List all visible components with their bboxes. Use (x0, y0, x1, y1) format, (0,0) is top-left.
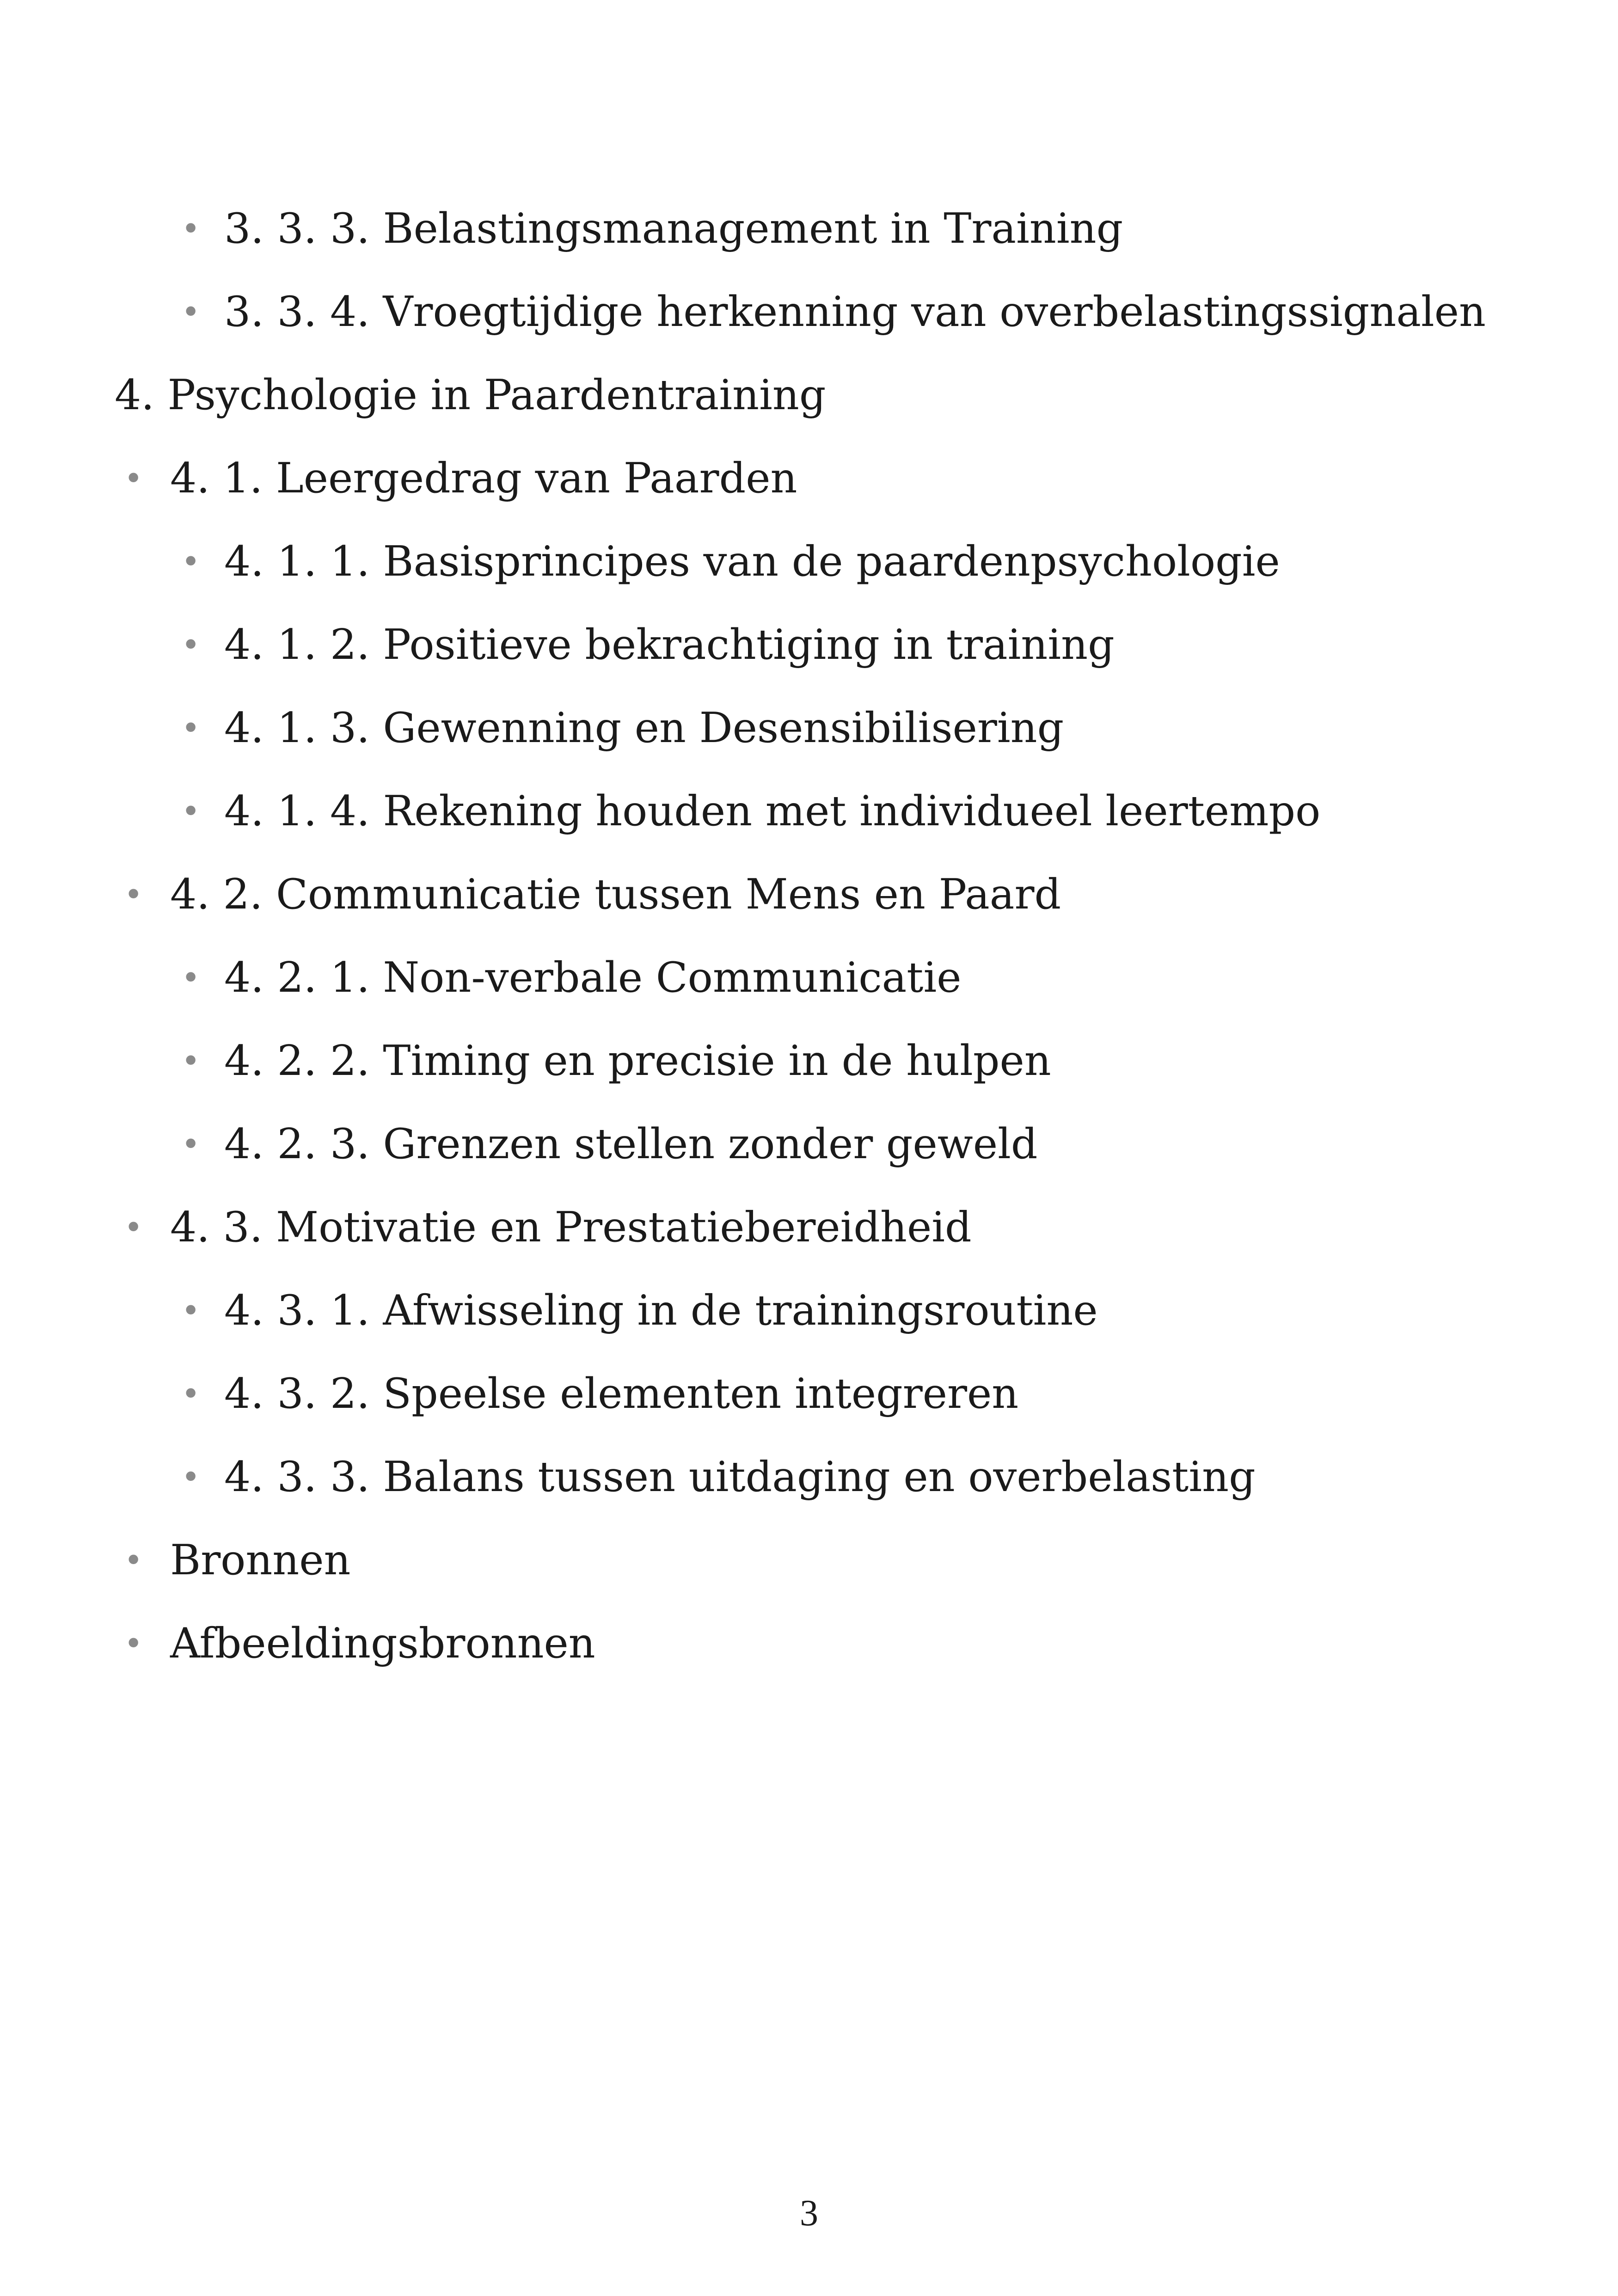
toc-section-label: Bronnen (170, 1536, 351, 1584)
toc-item[interactable] (0, 1436, 1618, 1519)
bullet-icon: • (181, 709, 201, 747)
bullet-icon: • (124, 876, 143, 914)
toc-section-label: Afbeeldingsbronnen (170, 1619, 595, 1668)
toc-item-label: 4. 2. 2. Timing en precisie in de hulpen (224, 1037, 1051, 1085)
bullet-icon: • (181, 1458, 201, 1496)
page-number: 3 (800, 2193, 818, 2234)
table-of-contents (0, 187, 1618, 1685)
toc-section-label: 4. 3. Motivatie en Prestatiebereidheid (170, 1203, 972, 1252)
toc-item-label: 4. 2. 1. Non-verbale Communicatie (224, 953, 962, 1002)
toc-section[interactable] (0, 1519, 1618, 1602)
toc-section[interactable] (0, 437, 1618, 520)
toc-item[interactable] (0, 603, 1618, 687)
toc-section-label: 4. 1. Leergedrag van Paarden (170, 454, 797, 503)
bullet-icon: • (181, 1125, 201, 1163)
toc-section[interactable] (0, 1186, 1618, 1269)
bullet-icon: • (181, 293, 201, 331)
toc-item-label: 3. 3. 4. Vroegtijdige herkenning van overbelastingssignalen (224, 288, 1486, 336)
bullet-icon: • (181, 959, 201, 997)
bullet-icon: • (181, 1042, 201, 1080)
toc-item-label: 4. 3. 3. Balans tussen uitdaging en overbelasting (224, 1453, 1256, 1501)
toc-item-label: 4. 2. 3. Grenzen stellen zonder geweld (224, 1120, 1038, 1168)
toc-item-label: 4. 3. 2. Speelse elementen integreren (224, 1369, 1019, 1418)
toc-item-label: 4. 1. 4. Rekening houden met individueel leertempo (224, 787, 1321, 835)
toc-item[interactable] (0, 770, 1618, 853)
toc-chapter[interactable] (0, 354, 1618, 437)
toc-item[interactable] (0, 936, 1618, 1019)
toc-item-label: 4. 1. 1. Basisprincipes van de paardenpsychologie (224, 537, 1280, 586)
toc-item-label: 4. 1. 3. Gewenning en Desensibilisering (224, 704, 1064, 752)
toc-chapter-label: 4. Psychologie in Paardentraining (115, 371, 826, 419)
bullet-icon: • (124, 460, 143, 497)
toc-item[interactable] (0, 687, 1618, 770)
bullet-icon: • (181, 792, 201, 830)
toc-item-label: 3. 3. 3. Belastingsmanagement in Training (224, 204, 1123, 253)
toc-item[interactable] (0, 1103, 1618, 1186)
bullet-icon: • (124, 1209, 143, 1246)
toc-item[interactable] (0, 1352, 1618, 1436)
bullet-icon: • (181, 210, 201, 248)
toc-section[interactable] (0, 1602, 1618, 1685)
toc-item[interactable] (0, 187, 1618, 270)
toc-section-label: 4. 2. Communicatie tussen Mens en Paard (170, 870, 1061, 919)
toc-item[interactable] (0, 270, 1618, 354)
bullet-icon: • (181, 1292, 201, 1330)
bullet-icon: • (124, 1541, 143, 1579)
toc-item[interactable] (0, 1019, 1618, 1103)
toc-item-label: 4. 3. 1. Afwisseling in de trainingsroutine (224, 1286, 1098, 1335)
toc-item[interactable] (0, 520, 1618, 603)
toc-item[interactable] (0, 1269, 1618, 1352)
toc-section[interactable] (0, 853, 1618, 936)
toc-item-label: 4. 1. 2. Positieve bekrachtiging in training (224, 620, 1115, 669)
bullet-icon: • (181, 543, 201, 581)
bullet-icon: • (124, 1625, 143, 1663)
bullet-icon: • (181, 1375, 201, 1413)
bullet-icon: • (181, 626, 201, 664)
